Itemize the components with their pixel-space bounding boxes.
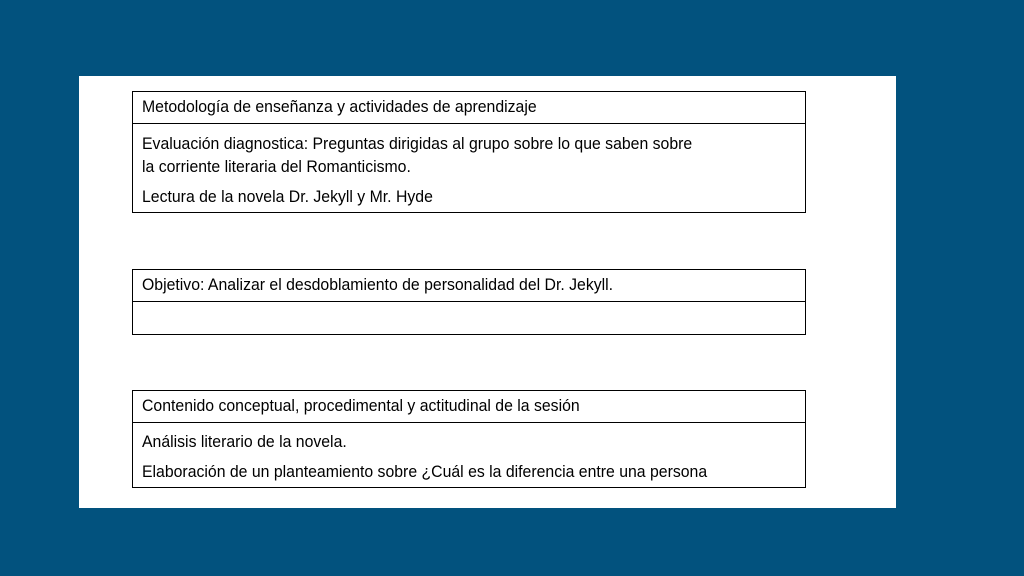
methodology-body (133, 124, 805, 208)
objective-header-text: Objetivo: Analizar el desdoblamiento de personalidad del Dr. Jekyll. (142, 275, 614, 294)
content-paragraph-analysis (142, 431, 796, 453)
methodology-line-1: Evaluación diagnostica: Preguntas dirigidas al grupo sobre lo que saben sobre (142, 134, 693, 153)
methodology-paragraph-reading (142, 186, 796, 208)
content-table (132, 390, 806, 488)
methodology-header (133, 92, 805, 124)
content-paragraph-elaboration (142, 461, 796, 483)
objective-body-empty (133, 302, 805, 332)
content-line-2: Elaboración de un planteamiento sobre ¿Cuál es la diferencia entre una persona (142, 462, 708, 481)
methodology-line-2: la corriente literaria del Romanticismo. (142, 157, 411, 176)
objective-header (133, 270, 805, 302)
document-page (79, 76, 896, 508)
content-header (133, 391, 805, 423)
methodology-paragraph-diagnostic (142, 132, 796, 178)
methodology-table (132, 91, 806, 213)
methodology-header-text: Metodología de enseñanza y actividades de aprendizaje (142, 97, 537, 116)
objective-table (132, 269, 806, 335)
content-line-1: Análisis literario de la novela. (142, 432, 347, 451)
methodology-line-3: Lectura de la novela Dr. Jekyll y Mr. Hyde (142, 187, 433, 206)
content-body (133, 423, 805, 483)
content-header-text: Contenido conceptual, procedimental y actitudinal de la sesión (142, 396, 580, 415)
